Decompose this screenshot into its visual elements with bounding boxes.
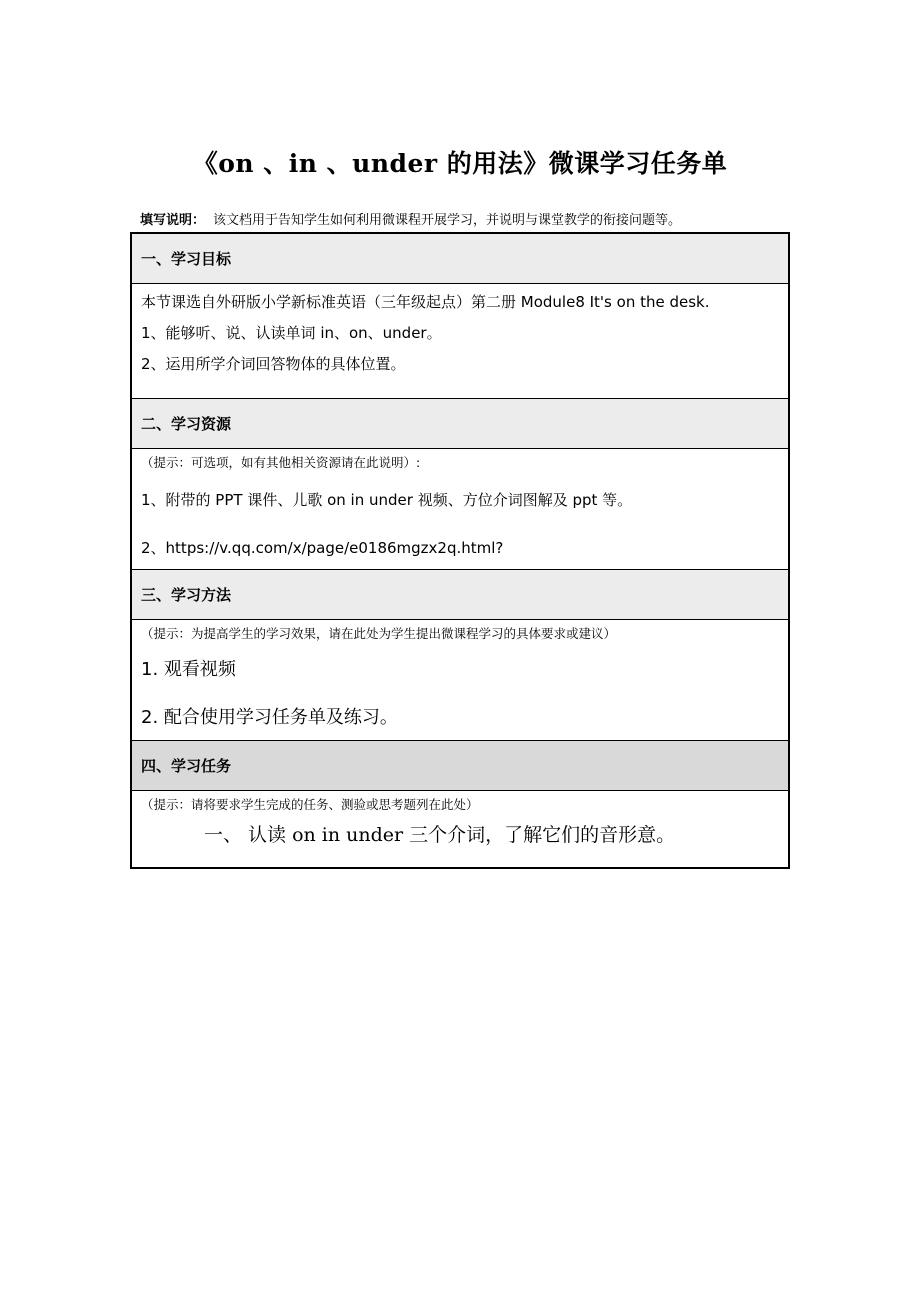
- section-header-goals: 一、学习目标: [132, 234, 788, 284]
- task-table: [130, 232, 790, 869]
- goals-line: 1、能够听、说、认读单词 in、on、under。: [141, 324, 442, 342]
- page-title: 《on 、in 、under 的用法》微课学习任务单: [192, 149, 728, 178]
- resources-line: 2、https://v.qq.com/x/page/e0186mgzx2q.html?: [141, 539, 504, 557]
- tasks-hint: （提示：请将要求学生完成的任务、测验或思考题列在此处）: [141, 797, 479, 812]
- goals-line: 2、运用所学介词回答物体的具体位置。: [141, 355, 406, 373]
- section-header-tasks: 四、学习任务: [132, 741, 788, 791]
- resources-hint: （提示：可选项，如有其他相关资源请在此说明）:: [141, 455, 421, 470]
- section-body-tasks: [132, 791, 788, 867]
- section-body-methods: [132, 620, 788, 741]
- resources-line: 1、附带的 PPT 课件、儿歌 on in under 视频、方位介词图解及 ppt 等。: [141, 491, 633, 509]
- methods-line: 1. 观看视频: [141, 659, 236, 680]
- goals-line: 本节课选自外研版小学新标准英语（三年级起点）第二册 Module8 It's on the desk.: [141, 293, 710, 311]
- section-body-resources: [132, 449, 788, 570]
- methods-line: 2. 配合使用学习任务单及练习。: [141, 707, 398, 728]
- fill-instructions: [140, 211, 681, 231]
- fill-instructions-label: 填写说明：: [140, 213, 206, 228]
- methods-hint: （提示：为提高学生的学习效果，请在此处为学生提出微课程学习的具体要求或建议）: [141, 626, 617, 641]
- tasks-line: 一、 认读 on in under 三个介词，了解它们的音形意。: [204, 824, 676, 846]
- section-body-goals: [132, 284, 788, 399]
- fill-instructions-text: 该文档用于告知学生如何利用微课程开展学习，并说明与课堂教学的衔接问题等。: [213, 213, 682, 228]
- section-header-resources: 二、学习资源: [132, 399, 788, 449]
- section-header-methods: 三、学习方法: [132, 570, 788, 620]
